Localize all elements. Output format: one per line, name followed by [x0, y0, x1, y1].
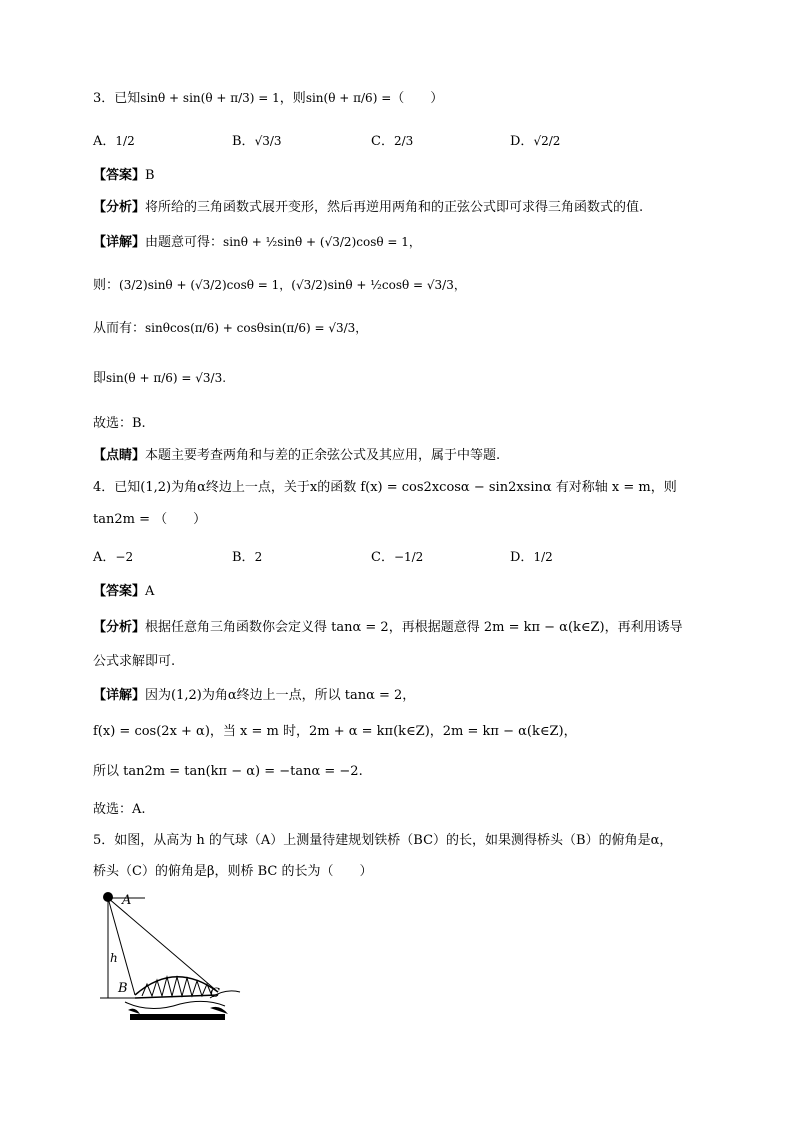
- q4-stem-1: 4．已知(1,2)为角α终边上一点，关于x的函数 f(x) = cos2xcosα − sin2xsinα 有对称轴 x = m，则: [93, 480, 677, 495]
- answer-label: 【答案】: [93, 584, 146, 599]
- option-value: 2: [254, 550, 263, 564]
- q4-stem-2: tan2m = （ ）: [93, 512, 207, 527]
- detail-prefix: 则：: [93, 278, 120, 293]
- q4-choose: 故选：A.: [93, 802, 146, 817]
- q4-option-c: [371, 546, 423, 565]
- option-letter: B．: [232, 550, 255, 565]
- analysis-label: 【分析】: [93, 200, 146, 215]
- q3-stem: [93, 88, 443, 109]
- q4-analysis-2: 公式求解即可.: [93, 654, 176, 669]
- label-h: h: [110, 951, 118, 965]
- sight-line-c: [108, 898, 218, 992]
- detail-prefix: 即: [93, 371, 107, 386]
- option-letter: C．: [371, 134, 394, 149]
- q4-option-a: [93, 546, 133, 565]
- option-value: 1/2: [533, 550, 553, 564]
- option-letter: B．: [232, 134, 255, 149]
- q3-analysis: [93, 198, 643, 218]
- detail-text: 由题意可得：: [145, 235, 224, 250]
- q4-detail-1: [93, 686, 415, 706]
- option-value: 1/2: [115, 134, 135, 148]
- analysis-text: 将所给的三角函数式展开变形，然后再逆用两角和的正弦公式即可求得三角函数式的值.: [145, 200, 644, 215]
- q4-analysis-1: [93, 618, 683, 638]
- q5-stem-2: 桥头（C）的俯角是β，则桥 BC 的长为（ ）: [93, 864, 373, 879]
- q3-detail-4: [93, 368, 226, 389]
- answer-value: A: [145, 584, 155, 599]
- detail-math: sinθ + ½sinθ + (√3/2)cosθ = 1，: [223, 235, 421, 249]
- detail-math: sinθcos(π/6) + cosθsin(π/6) = √3/3，: [145, 321, 368, 335]
- q3-blank: （ ）: [391, 91, 444, 106]
- option-value: √2/2: [533, 134, 561, 148]
- q4-detail-2: f(x) = cos(2x + α)，当 x = m 时，2m + α = kπ(k∈Z)，2m = kπ − α(k∈Z)，: [93, 724, 577, 739]
- q3-option-a: [93, 130, 135, 149]
- bridge-truss: [142, 977, 212, 996]
- q3-detail-1: [93, 232, 421, 253]
- left-bank: [128, 1009, 140, 1014]
- option-letter: C．: [371, 550, 394, 565]
- detail-label: 【详解】: [93, 688, 146, 703]
- option-value: √3/3: [254, 134, 282, 148]
- q3-number: 3．已知: [93, 91, 141, 106]
- analysis-text: 根据任意角三角函数你会定义得 tanα = 2，再根据题意得 2m = kπ − α(k∈Z)，再利用诱导: [145, 620, 683, 635]
- q3-target: sin(θ + π/6) =: [305, 91, 392, 105]
- answer-label: 【答案】: [93, 168, 146, 183]
- option-letter: D．: [510, 550, 534, 565]
- q3-option-d: [510, 130, 560, 149]
- q4-option-d: [510, 546, 553, 565]
- q4-detail-3: 所以 tan2m = tan(kπ − α) = −tanα = −2.: [93, 764, 363, 779]
- option-letter: A．: [93, 134, 116, 149]
- q4-answer: [93, 582, 154, 602]
- analysis-label: 【分析】: [93, 620, 146, 635]
- option-value: −2: [115, 550, 134, 564]
- detail-prefix: 从而有：: [93, 321, 146, 336]
- label-a: A: [122, 893, 132, 908]
- bridge-deck: [135, 995, 218, 998]
- label-b: B: [118, 981, 128, 996]
- comment-text: 本题主要考查两角和与差的正余弦公式及其应用，属于中等题.: [145, 448, 501, 463]
- label-c: C: [210, 986, 220, 1001]
- right-bank-fill: [210, 1007, 228, 1014]
- option-letter: A．: [93, 550, 116, 565]
- q3-answer: [93, 166, 155, 186]
- detail-math: (3/2)sinθ + (√3/2)cosθ = 1，(√3/2)sinθ + ½cosθ = √3/3，: [119, 278, 466, 292]
- q3-detail-3: [93, 318, 367, 339]
- q3-comment: [93, 446, 500, 466]
- q5-stem-1: 5．如图，从高为 h 的气球（A）上测量待建规划铁桥（BC）的长，如果测得桥头（B）的俯角是α，: [93, 833, 673, 848]
- q3-choose: 故选：B.: [93, 416, 146, 431]
- option-value: 2/3: [393, 134, 414, 148]
- q3-condition: sinθ + sin(θ + π/3) = 1: [140, 91, 280, 105]
- balloon-icon: [103, 892, 113, 902]
- answer-value: B: [145, 168, 155, 183]
- bridge-balloon-figure: [90, 880, 250, 1030]
- q3-connector: ，则: [279, 91, 306, 106]
- comment-label: 【点睛】: [93, 448, 146, 463]
- option-value: −1/2: [393, 550, 424, 564]
- detail-text: 因为(1,2)为角α终边上一点，所以 tanα = 2，: [145, 688, 416, 703]
- detail-math: sin(θ + π/6) = √3/3.: [106, 371, 227, 385]
- ground-base: [130, 1014, 225, 1020]
- river-line: [125, 1001, 225, 1008]
- detail-label: 【详解】: [93, 235, 146, 250]
- q3-detail-2: [93, 275, 466, 296]
- option-letter: D．: [510, 134, 534, 149]
- q3-option-c: [371, 130, 413, 149]
- q4-option-b: [232, 546, 262, 565]
- q3-option-b: [232, 130, 282, 149]
